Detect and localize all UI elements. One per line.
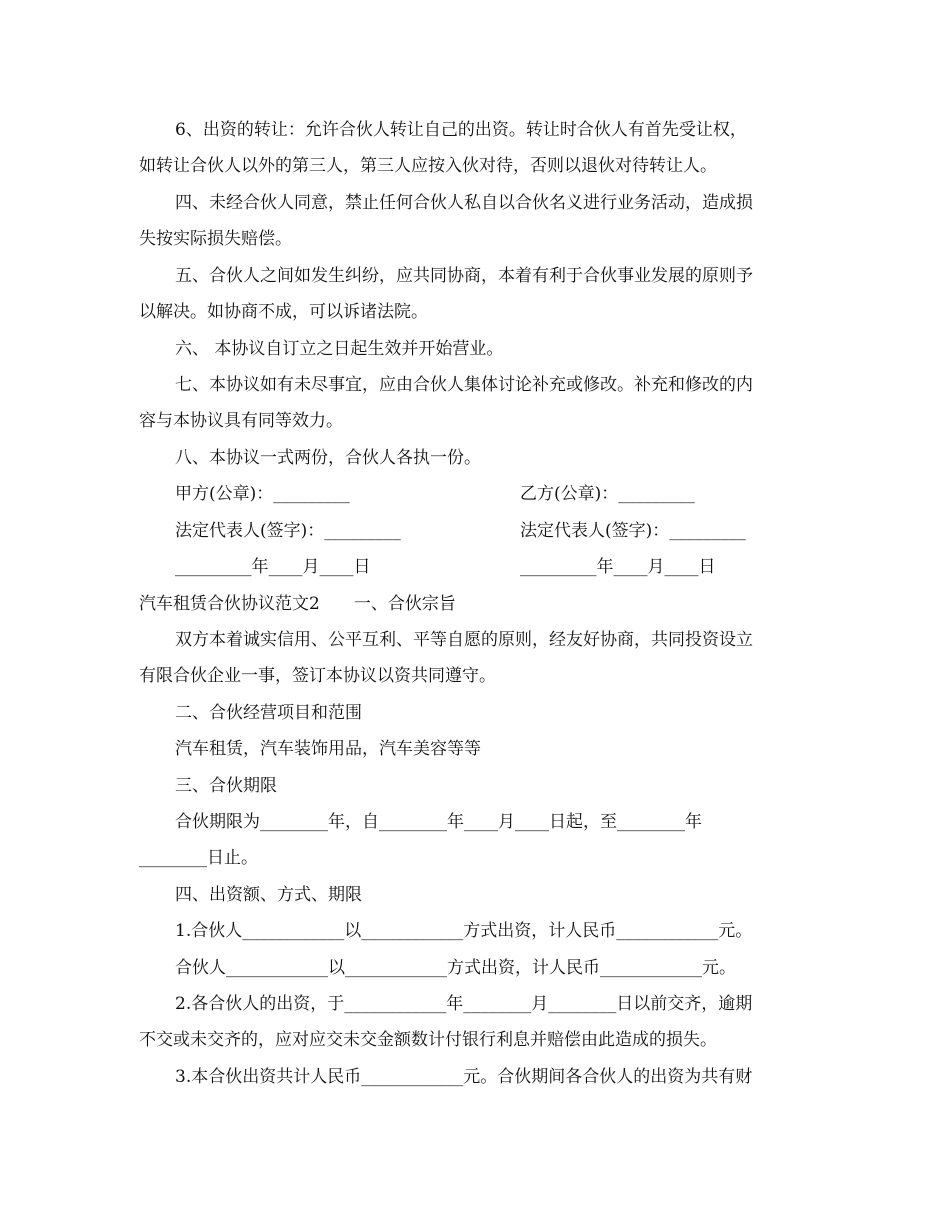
party-b-representative-line: 法定代表人(签字)：_________ <box>520 521 746 541</box>
paragraph-line: 汽车租赁，汽车装饰用品，汽车美容等等 <box>175 739 481 759</box>
paragraph-line: 五、合伙人之间如发生纠纷，应共同协商，本着有利于合伙事业发展的原则予 <box>175 266 753 286</box>
paragraph-line: 以解决。如协商不成，可以诉诸法院。 <box>139 302 428 322</box>
party-b-seal-line: 乙方(公章)：_________ <box>520 484 695 504</box>
paragraph-line: 六、 本协议自订立之日起生效并开始营业。 <box>175 339 504 359</box>
paragraph-line: 二、合伙经营项目和范围 <box>175 703 362 723</box>
paragraph-line: ________日止。 <box>139 848 258 868</box>
party-a-representative-line: 法定代表人(签字)：_________ <box>175 521 401 541</box>
paragraph-line: 三、合伙期限 <box>175 776 277 796</box>
paragraph-line: 七、本协议如有未尽事宜，应由合伙人集体讨论补充或修改。补充和修改的内 <box>175 375 753 395</box>
paragraph-line: 合伙期限为________年，自________年____月____日起，至________年 <box>175 812 702 832</box>
paragraph-line: 失按实际损失赔偿。 <box>139 229 292 249</box>
paragraph-line: 合伙人____________以____________方式出资，计人民币____________元。 <box>175 958 736 978</box>
party-a-date-line: _________年____月____日 <box>175 557 371 577</box>
paragraph-line: 双方本着诚实信用、公平互利、平等自愿的原则，经友好协商，共同投资设立 <box>175 630 753 650</box>
paragraph-line: 四、出资额、方式、期限 <box>175 885 362 905</box>
party-b-date-line: _________年____月____日 <box>520 557 716 577</box>
section-heading: 汽车租赁合伙协议范文2 一、合伙宗旨 <box>139 594 456 614</box>
paragraph-line: 八、本协议一式两份，合伙人各执一份。 <box>175 448 481 468</box>
paragraph-line: 有限合伙企业一事，签订本协议以资共同遵守。 <box>139 666 496 686</box>
paragraph-line: 四、未经合伙人同意，禁止任何合伙人私自以合伙名义进行业务活动，造成损 <box>175 193 753 213</box>
party-a-seal-line: 甲方(公章)：_________ <box>175 484 350 504</box>
paragraph-line: 6、出资的转让：允许合伙人转让自己的出资。转让时合伙人有首先受让权， <box>175 120 747 140</box>
paragraph-line: 1.合伙人____________以____________方式出资，计人民币____________元。 <box>175 921 753 941</box>
paragraph-line: 容与本协议具有同等效力。 <box>139 411 343 431</box>
paragraph-line: 如转让合伙人以外的第三人，第三人应按入伙对待，否则以退伙对待转让人。 <box>139 156 717 176</box>
paragraph-line: 不交或未交齐的，应对应交未交金额数计付银行利息并赔偿由此造成的损失。 <box>139 1030 717 1050</box>
paragraph-line: 2.各合伙人的出资，于____________年________月________日以前交齐，逾期 <box>175 994 753 1014</box>
paragraph-line: 3.本合伙出资共计人民币____________元。合伙期间各合伙人的出资为共有财 <box>175 1067 753 1087</box>
